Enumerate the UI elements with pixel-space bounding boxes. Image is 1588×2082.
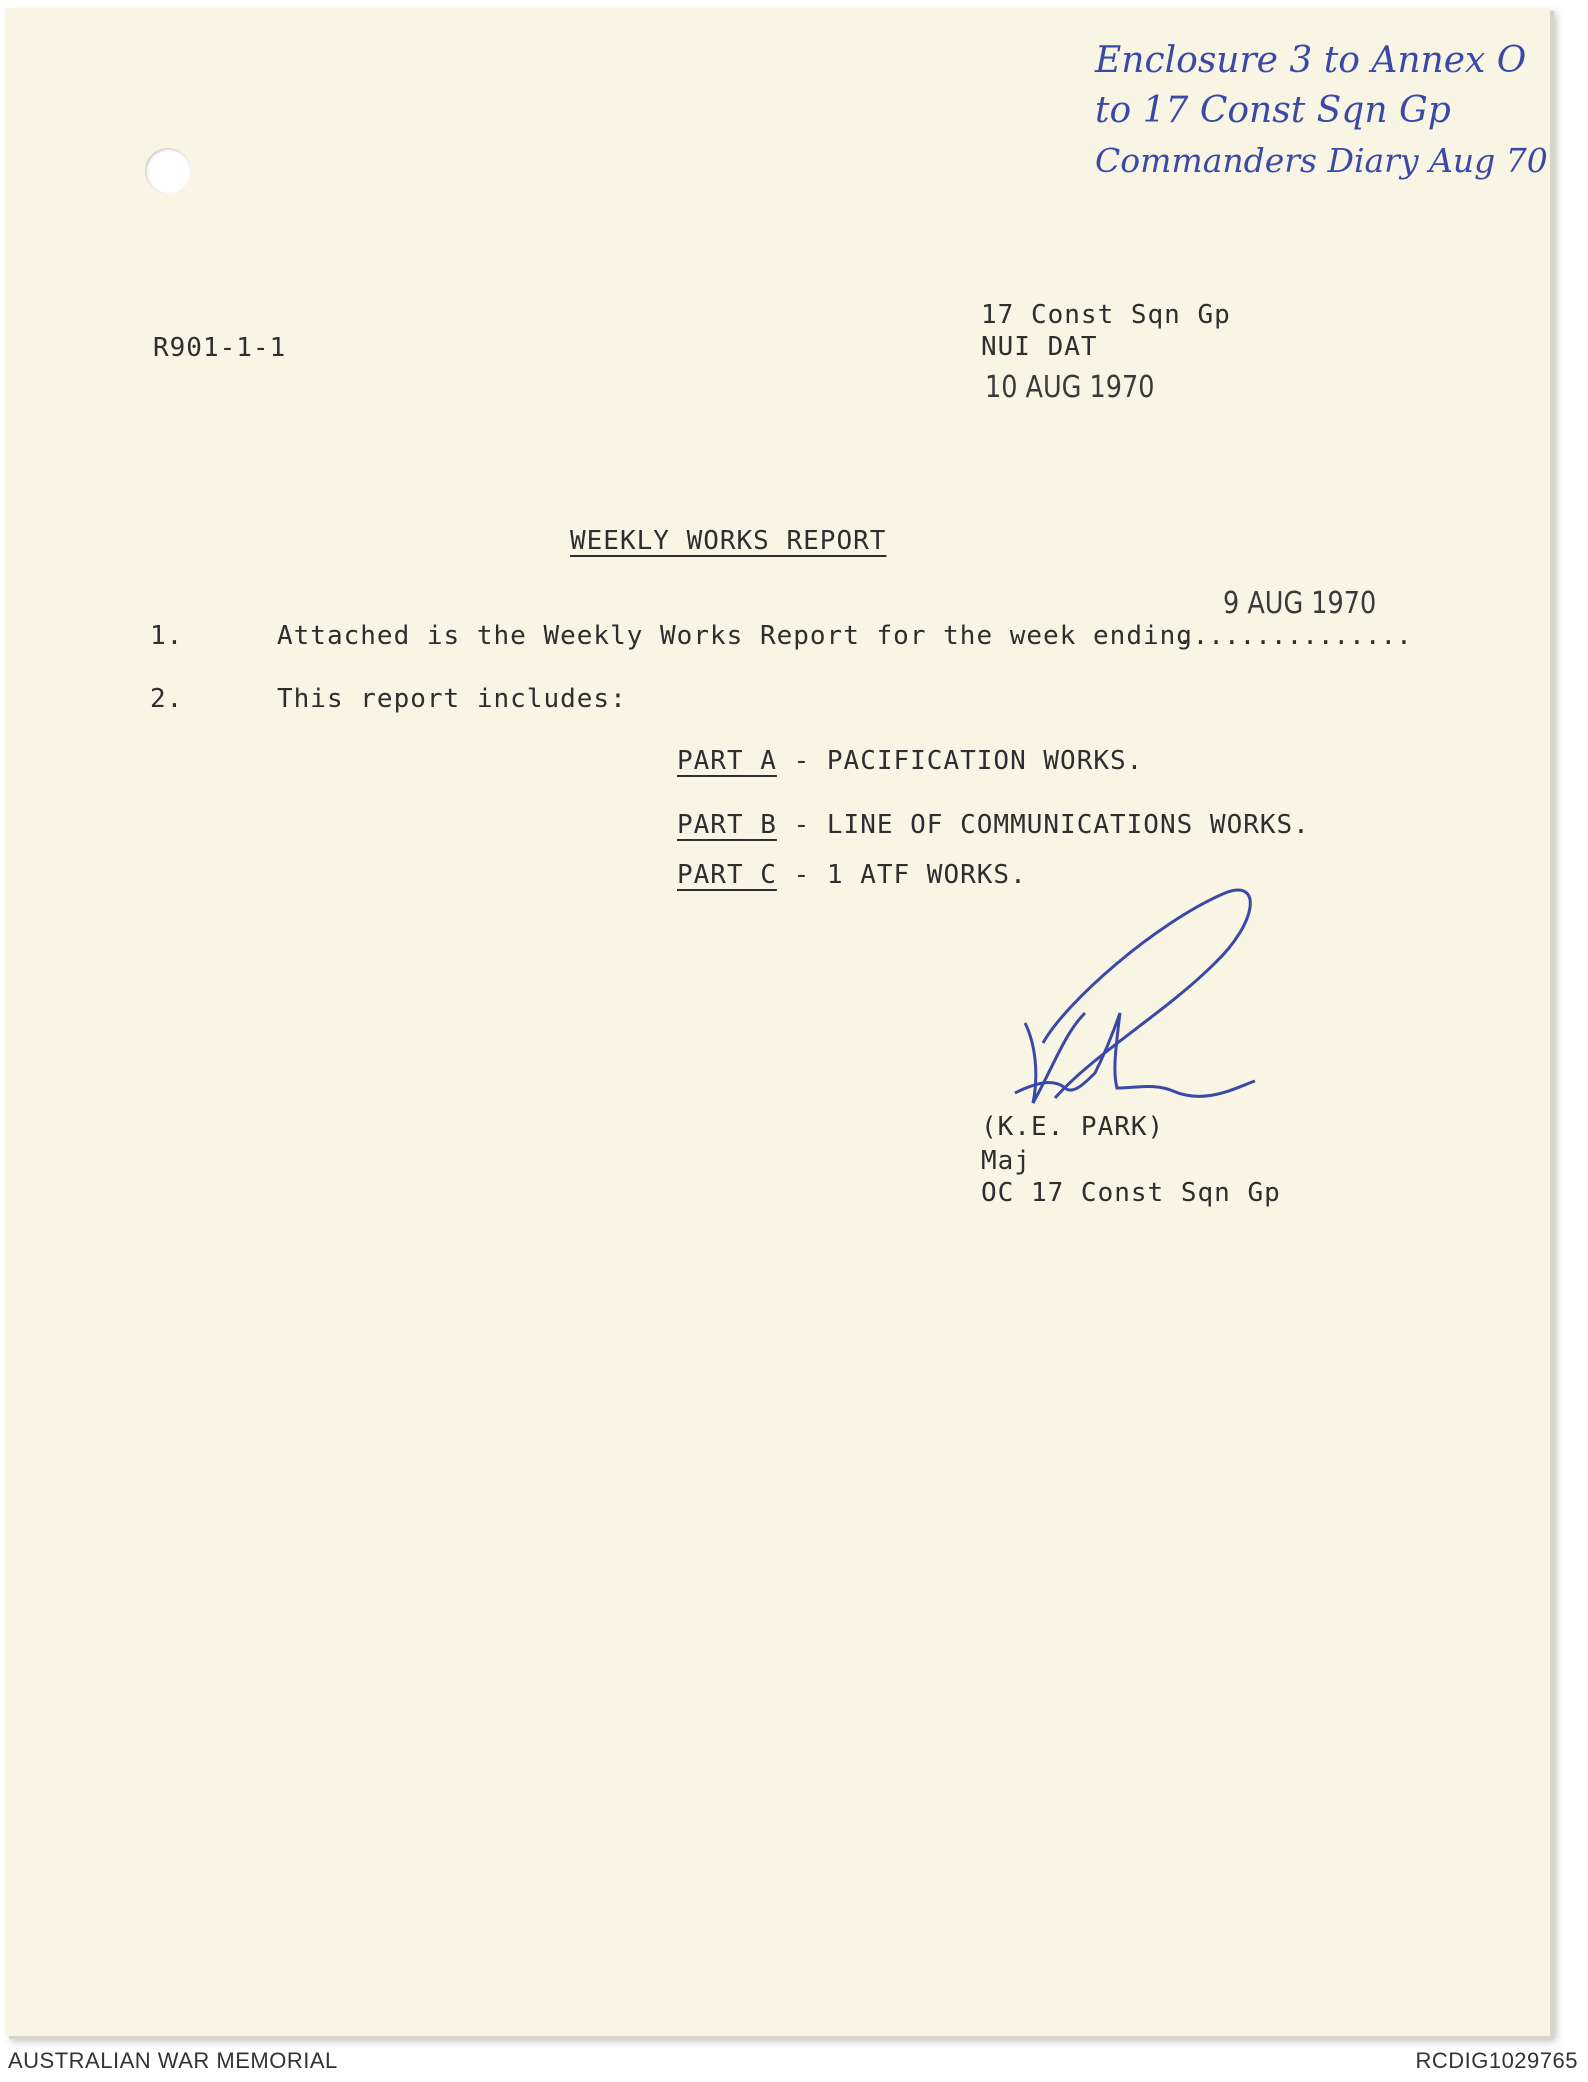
part-c-sep: - (776, 860, 827, 890)
para2-number: 2. (150, 684, 184, 714)
unit-line: 17 Const Sqn Gp (981, 300, 1231, 330)
part-a-label: PART A (677, 746, 777, 776)
signatory-name: (K.E. PARK) (981, 1112, 1165, 1142)
part-a-text: PACIFICATION WORKS. (826, 746, 1144, 776)
part-a-row (677, 746, 1143, 776)
part-b-label: PART B (677, 810, 777, 840)
part-c-text: 1 ATF WORKS. (826, 860, 1027, 890)
punch-hole (145, 148, 191, 194)
location-line: NUI DAT (981, 332, 1098, 362)
part-c-label: PART C (677, 860, 777, 890)
part-b-sep: - (776, 810, 827, 840)
para1-dots: ............... (1177, 621, 1412, 651)
footer-institution: AUSTRALIAN WAR MEMORIAL (8, 2048, 338, 2073)
para1-text: Attached is the Weekly Works Report for the week ending (277, 621, 1193, 651)
part-b-text: LINE OF COMMUNICATIONS WORKS. (826, 810, 1310, 840)
signature (995, 883, 1275, 1133)
part-a-sep: - (776, 746, 827, 776)
para2-text: This report includes: (277, 684, 627, 714)
handwritten-note-line3: Commanders Diary Aug 70 (1095, 141, 1548, 180)
footer-record-id: RCDIG1029765 (1415, 2048, 1578, 2073)
signatory-appointment: OC 17 Const Sqn Gp (981, 1178, 1281, 1208)
handwritten-note-line2: to 17 Const Sqn Gp (1095, 90, 1451, 131)
signatory-rank: Maj (981, 1146, 1031, 1176)
date-stamp: 10 AUG 1970 (985, 370, 1155, 405)
file-reference: R901-1-1 (153, 333, 287, 363)
week-ending-stamp: 9 AUG 1970 (1223, 586, 1377, 621)
report-title: WEEKLY WORKS REPORT (570, 526, 887, 556)
para1-number: 1. (150, 621, 184, 651)
handwritten-note-line1: Enclosure 3 to Annex O (1095, 40, 1527, 81)
part-b-row (677, 810, 1310, 840)
part-c-row (677, 860, 1027, 890)
document-page (5, 8, 1550, 2036)
